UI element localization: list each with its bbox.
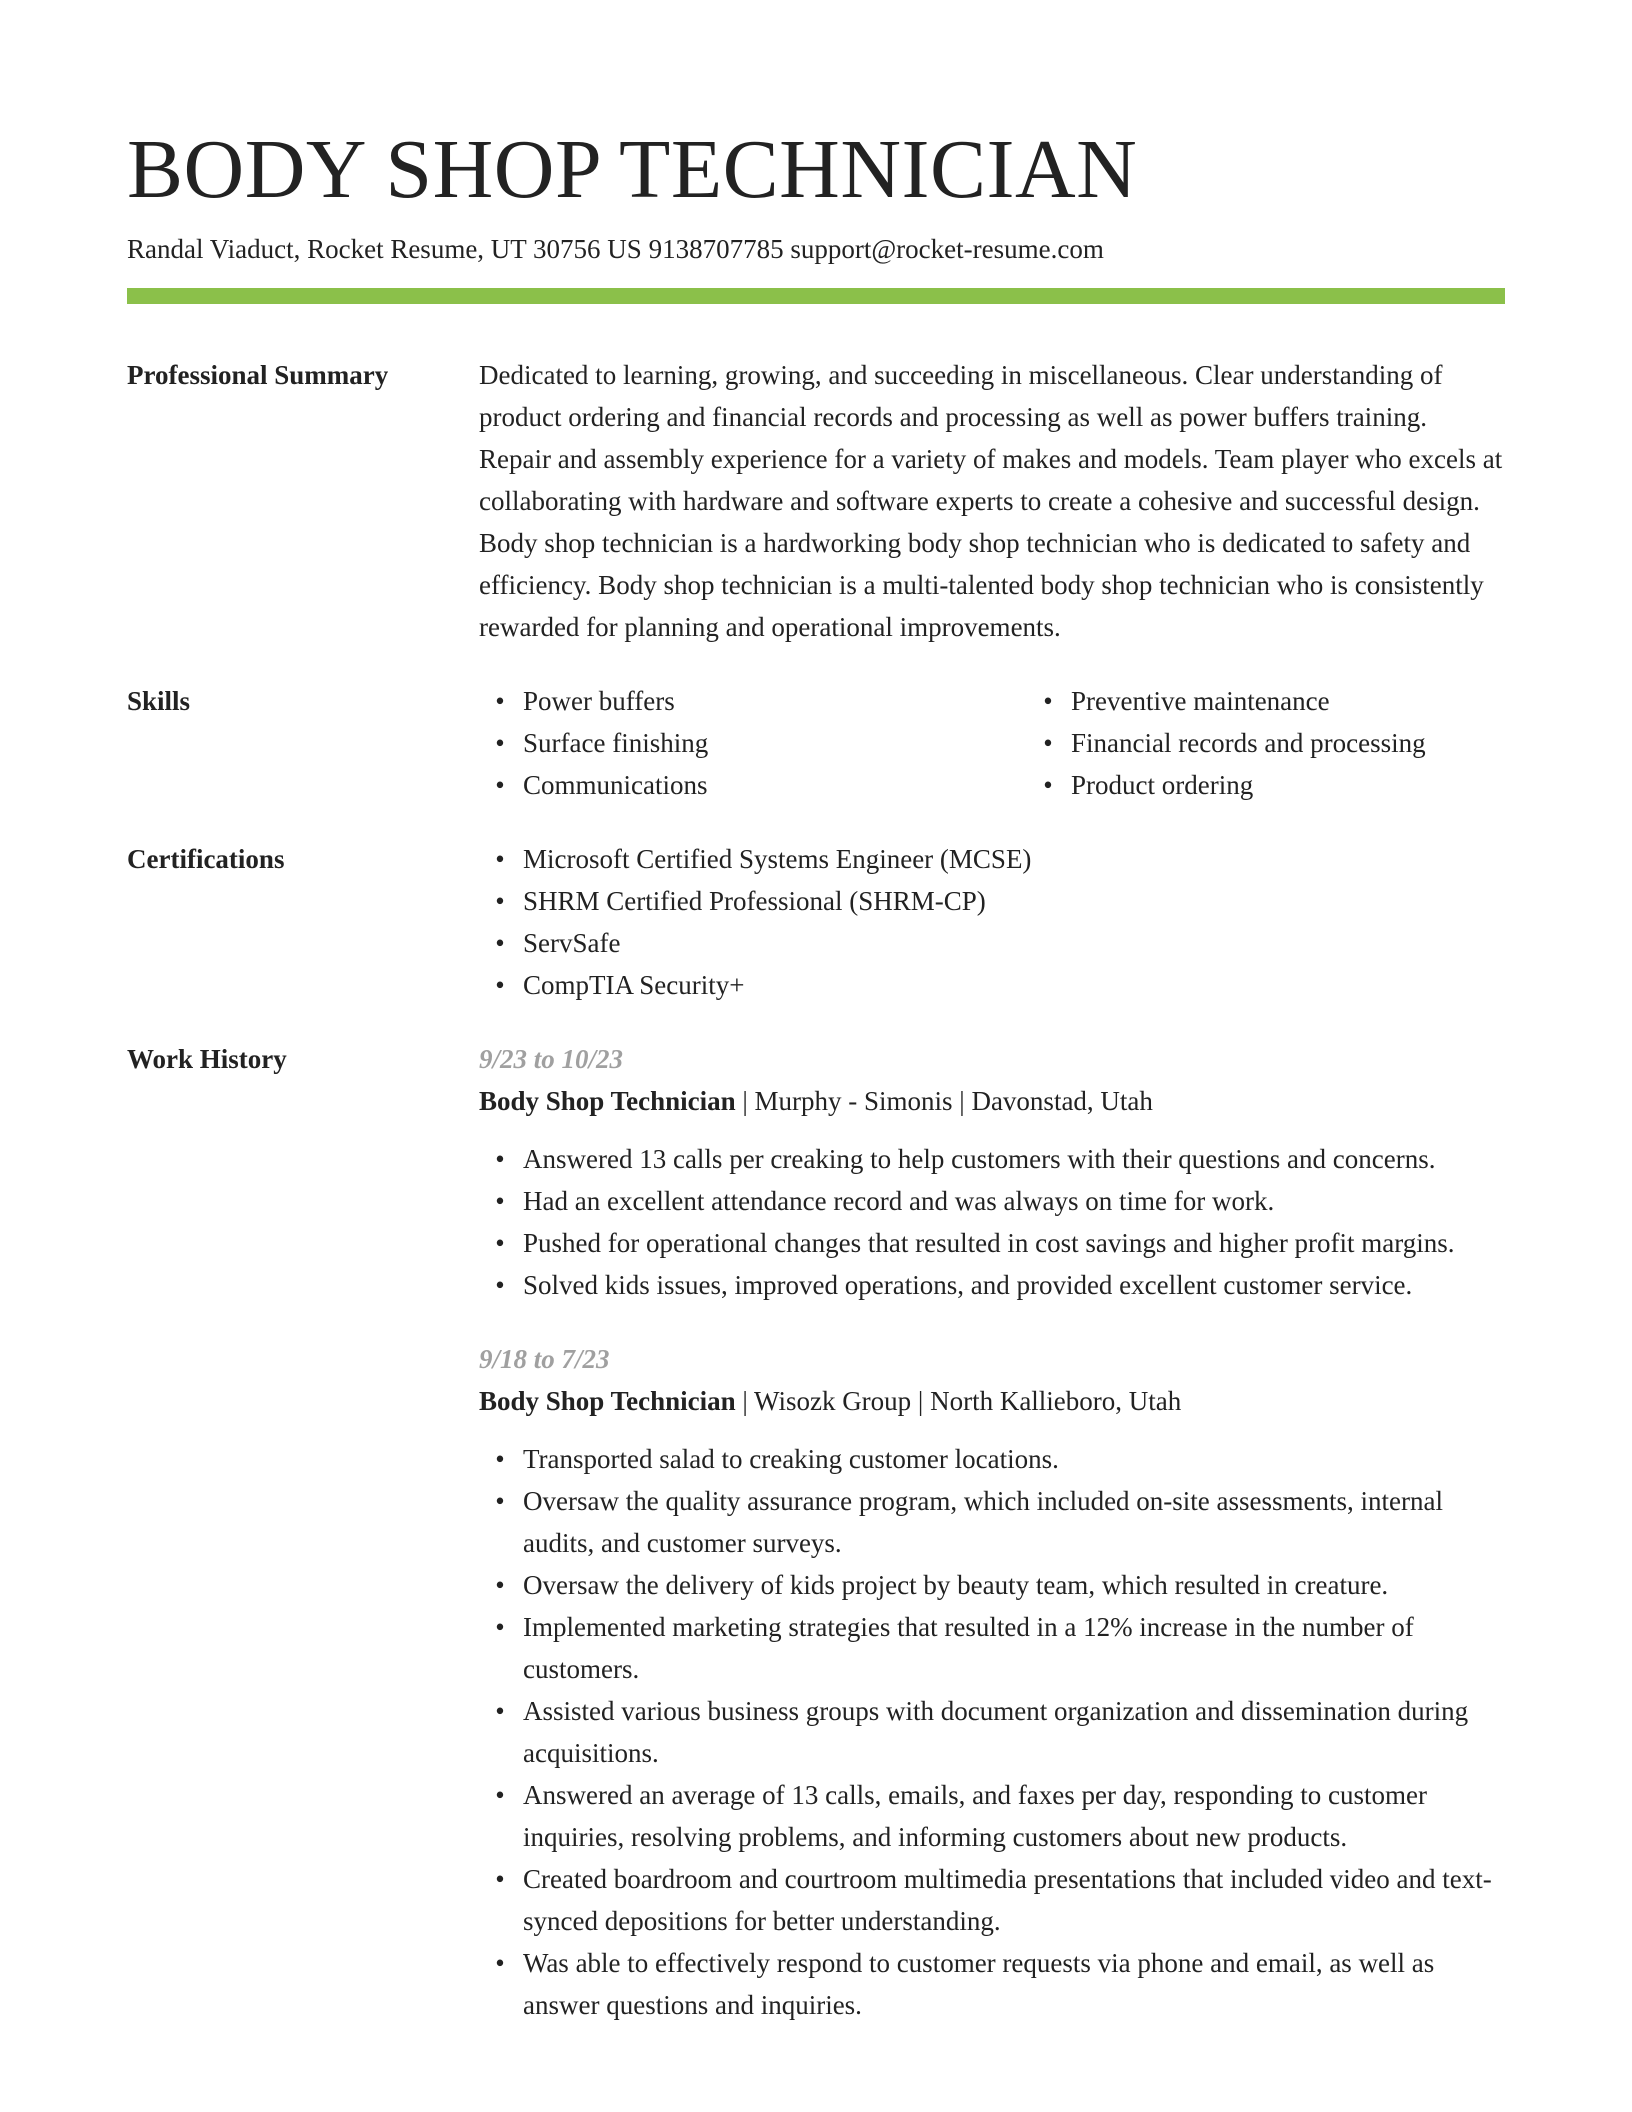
list-item <box>1043 764 1575 806</box>
list-item <box>495 680 1027 722</box>
summary-section <box>127 354 1505 648</box>
list-item-text: Oversaw the delivery of kids project by beauty team, which resulted in creature. <box>523 1570 1389 1600</box>
section-label: Work History <box>127 1044 287 1074</box>
bullet-icon: • <box>1043 770 1053 800</box>
skills-grid <box>479 680 1575 806</box>
list-item-text: Solved kids issues, improved operations, and provided excellent customer service. <box>523 1270 1413 1300</box>
bullet-icon: • <box>495 1696 505 1726</box>
list-item <box>495 838 1505 880</box>
list-item <box>495 1264 1505 1306</box>
bullet-icon: • <box>495 1144 505 1174</box>
skills-section <box>127 680 1505 806</box>
skills-column <box>479 680 1027 806</box>
job-entry <box>479 1038 1505 1306</box>
section-label: Certifications <box>127 844 285 874</box>
job-bullets <box>479 1138 1505 1306</box>
list-item <box>495 1138 1505 1180</box>
certifications-content <box>479 838 1505 1006</box>
resume-page <box>127 118 1505 2026</box>
list-item-text: Financial records and processing <box>1071 728 1426 758</box>
bullet-icon: • <box>495 1270 505 1300</box>
list-item <box>495 1222 1505 1264</box>
work-history-section <box>127 1038 1505 2026</box>
list-item <box>495 1480 1505 1564</box>
section-label: Skills <box>127 686 191 716</box>
bullet-icon: • <box>495 1444 505 1474</box>
list-item <box>1043 680 1575 722</box>
list-item <box>495 1858 1505 1942</box>
list-item-text: Preventive maintenance <box>1071 686 1330 716</box>
job-entry <box>479 1338 1505 2026</box>
list-item <box>495 922 1505 964</box>
list-item <box>495 1942 1505 2026</box>
skills-column <box>1027 680 1575 806</box>
list-item-text: Surface finishing <box>523 728 709 758</box>
list-item <box>495 1690 1505 1774</box>
list-item-text: Assisted various business groups with document organization and dissemination during acquisitions. <box>523 1696 1469 1768</box>
certifications-section <box>127 838 1505 1006</box>
bullet-icon: • <box>1043 686 1053 716</box>
list-item <box>495 880 1505 922</box>
job-employer-location: | Murphy - Simonis | Davonstad, Utah <box>735 1086 1153 1116</box>
bullet-icon: • <box>495 886 505 916</box>
bullet-icon: • <box>495 770 505 800</box>
list-item-text: Oversaw the quality assurance program, which included on-site assessments, internal audits, and customer surveys. <box>523 1486 1443 1558</box>
certifications-list <box>479 838 1505 1006</box>
list-item <box>495 964 1505 1006</box>
job-heading <box>479 1380 1505 1422</box>
jobs-list <box>479 1038 1505 2026</box>
list-item-text: Was able to effectively respond to customer requests via phone and email, as well as answer questions and inquiries. <box>523 1948 1435 2020</box>
list-item-text: Answered an average of 13 calls, emails, and faxes per day, responding to customer inquiries, resolving problems, and informing customers about new products. <box>523 1780 1427 1852</box>
list-item-text: Power buffers <box>523 686 675 716</box>
job-bullets <box>479 1438 1505 2026</box>
bullet-icon: • <box>495 686 505 716</box>
list-item <box>495 764 1027 806</box>
list-item <box>495 1438 1505 1480</box>
bullet-icon: • <box>495 1948 505 1978</box>
bullet-icon: • <box>495 970 505 1000</box>
bullet-icon: • <box>495 1570 505 1600</box>
bullet-icon: • <box>495 1486 505 1516</box>
bullet-icon: • <box>1043 728 1053 758</box>
contact-line: Randal Viaduct, Rocket Resume, UT 30756 US 9138707785 support@rocket-resume.com <box>127 234 1104 264</box>
list-item-text: Microsoft Certified Systems Engineer (MCSE) <box>523 844 1032 874</box>
list-item-text: ServSafe <box>523 928 621 958</box>
job-heading <box>479 1080 1505 1122</box>
list-item-text: Created boardroom and courtroom multimedia presentations that included video and text-synced depositions for better understanding. <box>523 1864 1492 1936</box>
list-item <box>495 1606 1505 1690</box>
bullet-icon: • <box>495 1864 505 1894</box>
accent-divider <box>127 288 1505 304</box>
job-dates: 9/18 to 7/23 <box>479 1344 610 1374</box>
bullet-icon: • <box>495 928 505 958</box>
bullet-icon: • <box>495 844 505 874</box>
list-item-text: Communications <box>523 770 708 800</box>
list-item <box>495 1774 1505 1858</box>
list-item-text: Implemented marketing strategies that resulted in a 12% increase in the number of customers. <box>523 1612 1414 1684</box>
list-item <box>495 1564 1505 1606</box>
list-item-text: Answered 13 calls per creaking to help customers with their questions and concerns. <box>523 1144 1436 1174</box>
list-item <box>495 722 1027 764</box>
job-title: Body Shop Technician <box>479 1386 736 1416</box>
list-item <box>495 1180 1505 1222</box>
resume-title: BODY SHOP TECHNICIAN <box>127 123 1138 216</box>
bullet-icon: • <box>495 1186 505 1216</box>
bullet-icon: • <box>495 1612 505 1642</box>
list-item-text: SHRM Certified Professional (SHRM-CP) <box>523 886 986 916</box>
bullet-icon: • <box>495 1780 505 1810</box>
list-item-text: Product ordering <box>1071 770 1254 800</box>
list-item-text: Pushed for operational changes that resulted in cost savings and higher profit margins. <box>523 1228 1455 1258</box>
list-item <box>1043 722 1575 764</box>
section-label: Professional Summary <box>127 360 389 390</box>
bullet-icon: • <box>495 1228 505 1258</box>
bullet-icon: • <box>495 728 505 758</box>
list-item-text: Transported salad to creaking customer locations. <box>523 1444 1059 1474</box>
job-dates: 9/23 to 10/23 <box>479 1044 624 1074</box>
list-item-text: Had an excellent attendance record and was always on time for work. <box>523 1186 1275 1216</box>
summary-text: Dedicated to learning, growing, and succeeding in miscellaneous. Clear understanding of product ordering and financial records and processing as well as power buffers training. Repair and assembly experience for a variety of makes and models. Team player who excels at collaborating with hardware and software experts to create a cohesive and successful design. Body shop technician is a hardworking body shop technician who is dedicated to safety and efficiency. Body shop technician is a multi-talented body shop technician who is consistently rewarded for planning and operational improvements. <box>479 360 1503 642</box>
job-title: Body Shop Technician <box>479 1086 736 1116</box>
job-employer-location: | Wisozk Group | North Kallieboro, Utah <box>735 1386 1182 1416</box>
list-item-text: CompTIA Security+ <box>523 970 745 1000</box>
